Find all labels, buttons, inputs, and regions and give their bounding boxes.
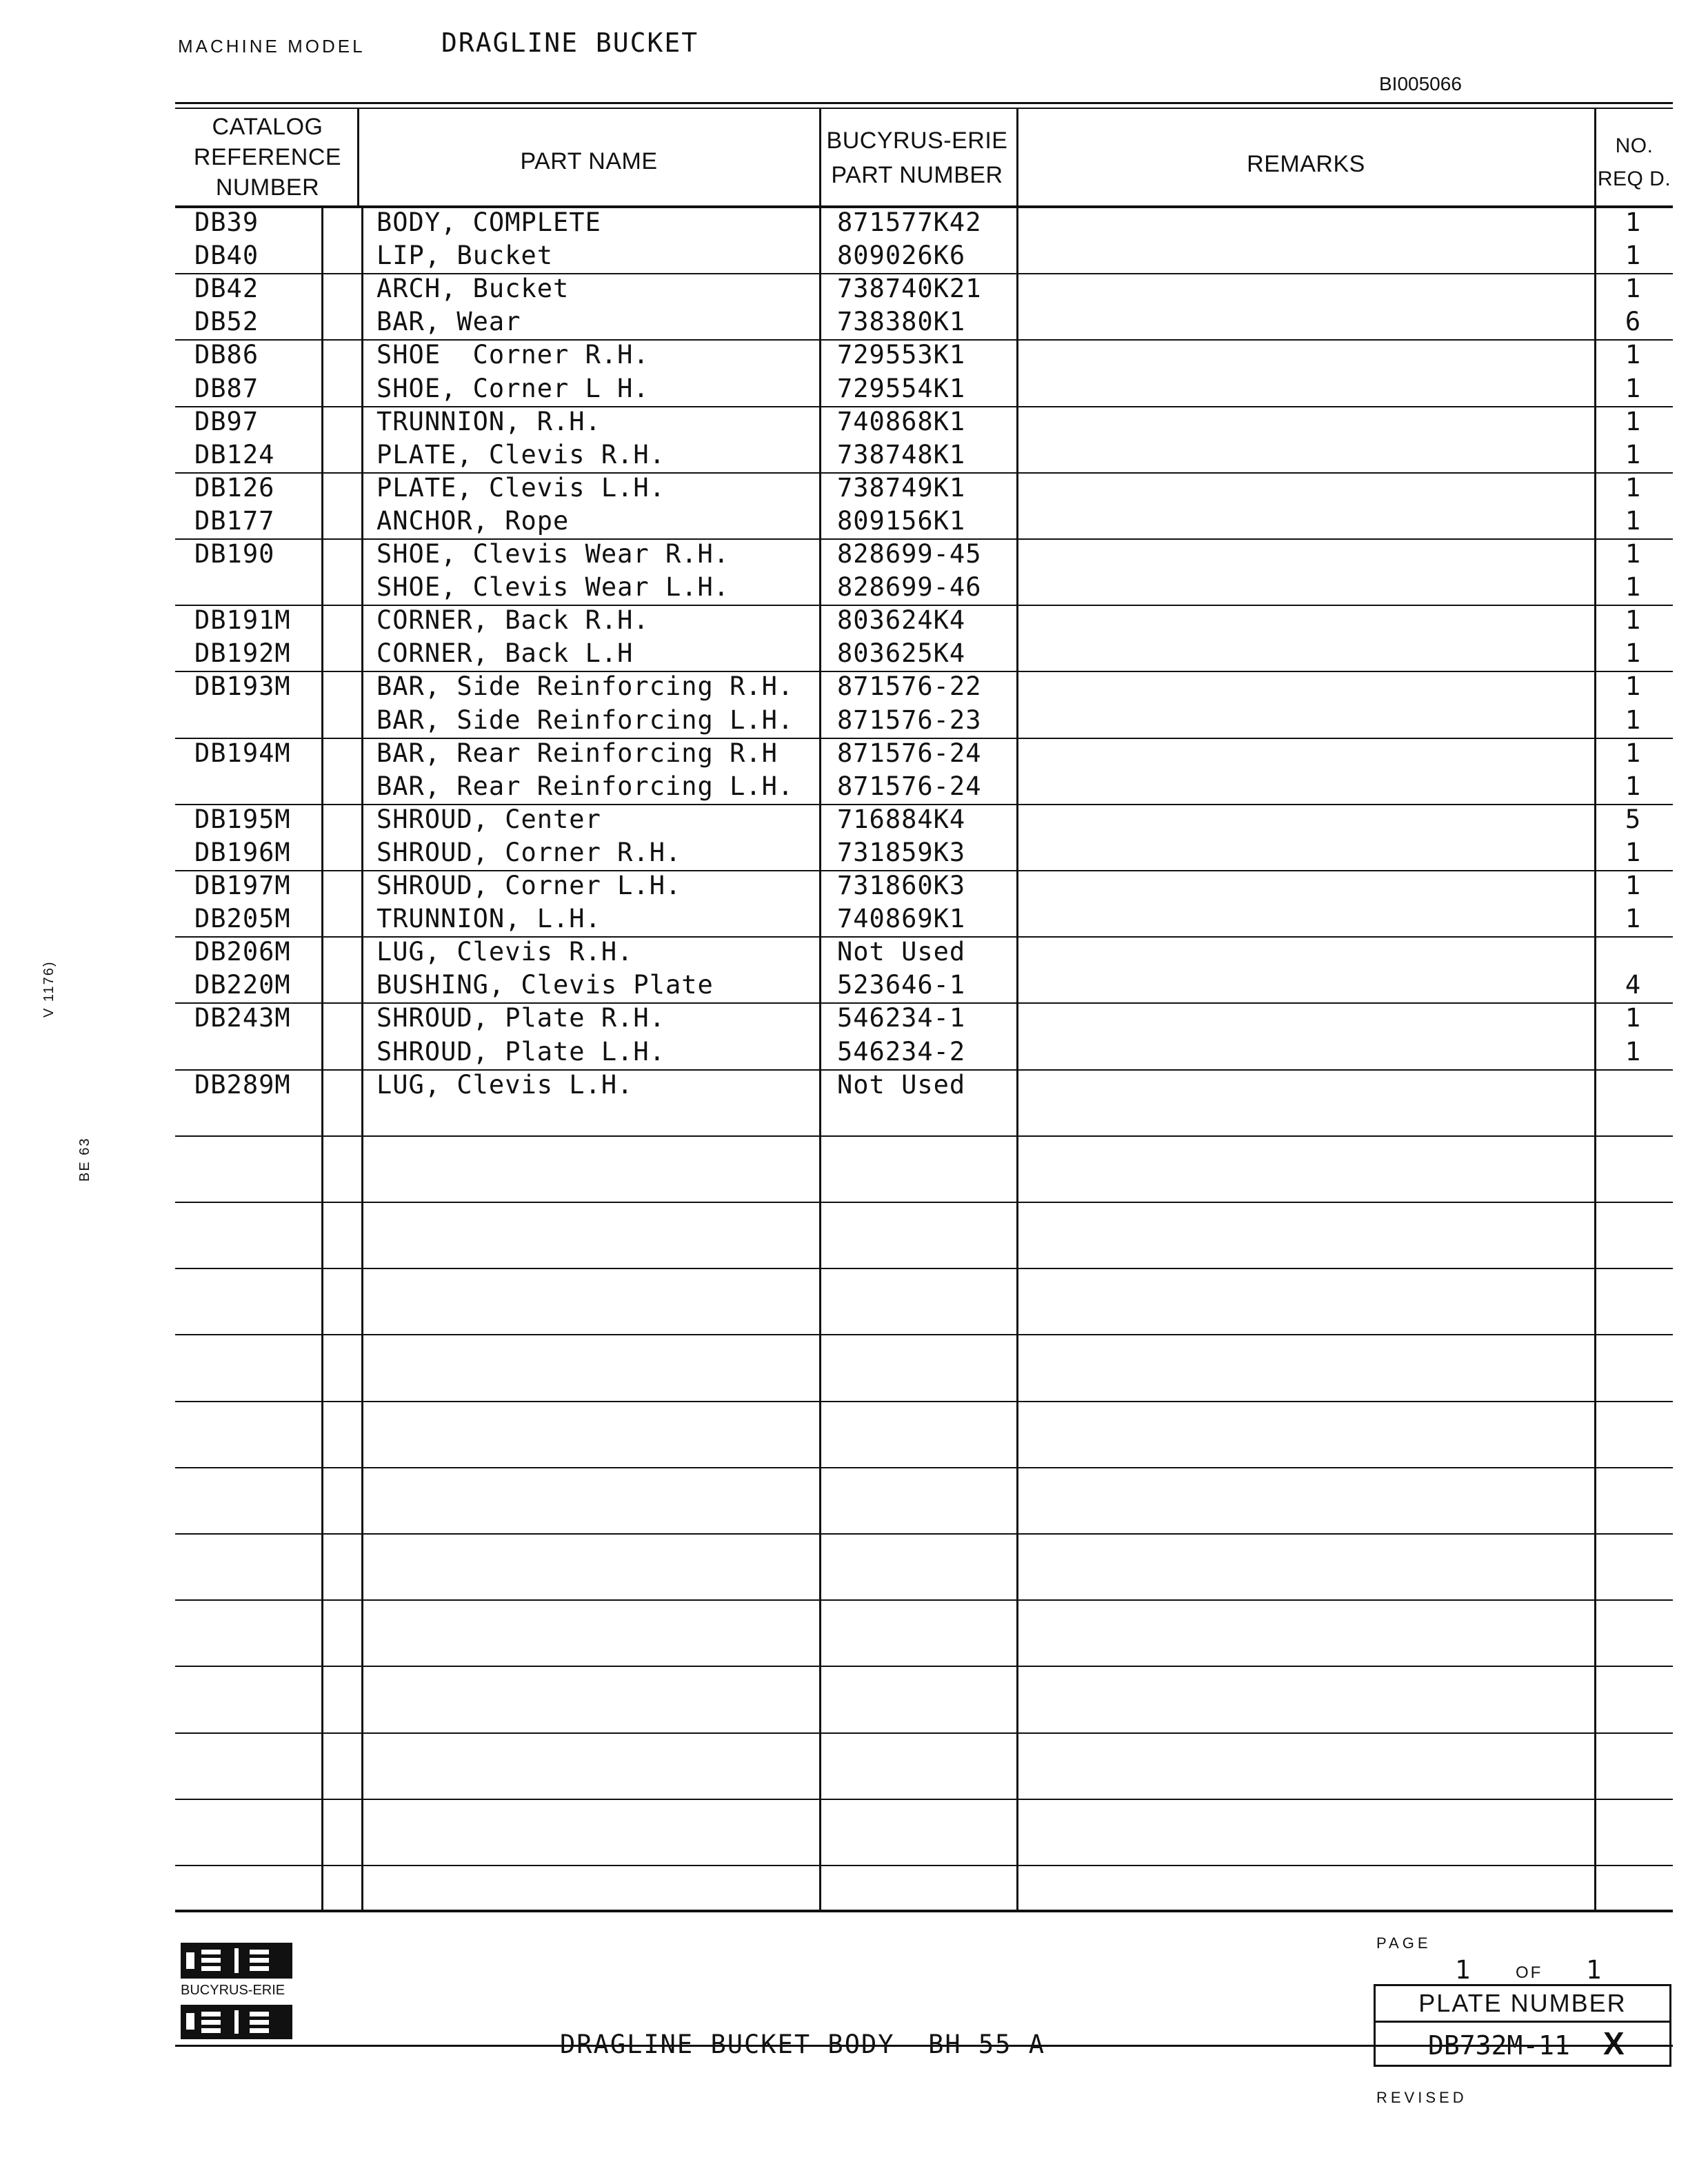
catalog-ref-cell: DB40 [194, 241, 259, 271]
catalog-ref-cell: DB196M [194, 837, 291, 867]
row-separator [175, 1865, 1673, 1866]
part-name-cell: ARCH, Bucket [376, 274, 570, 304]
table-top-border-inner [175, 108, 1673, 109]
margin-code-a: V 1176) [41, 960, 57, 1018]
catalog-ref-cell: DB289M [194, 1069, 291, 1100]
qty-cell: 1 [1625, 705, 1641, 735]
part-name-cell: SHOE Corner R.H. [376, 340, 650, 370]
catalog-ref-cell: DB197M [194, 871, 291, 900]
catalog-ref-cell: DB191M [194, 605, 291, 636]
part-name-cell: BAR, Rear Reinforcing R.H [376, 738, 778, 768]
row-separator [175, 1135, 1673, 1137]
qty-cell: 1 [1625, 572, 1641, 603]
part-name-cell: BAR, Side Reinforcing R.H. [376, 671, 794, 702]
revision-mark: X [1603, 2025, 1625, 2061]
part-name-cell: TRUNNION, L.H. [376, 904, 601, 934]
revised-label: REVISED [1376, 2089, 1467, 2106]
qty-cell: 1 [1625, 505, 1641, 536]
catalog-ref-cell: DB192M [194, 638, 291, 669]
part-name-cell: SHOE, Clevis Wear R.H. [376, 539, 730, 569]
part-name-cell: BODY, COMPLETE [376, 208, 601, 237]
col-divider-qty [1594, 109, 1596, 1911]
part-number-cell: 803625K4 [837, 638, 966, 669]
catalog-ref-cell: DB190 [194, 539, 275, 569]
catalog-ref-cell: DB193M [194, 671, 291, 702]
part-number-cell: 740869K1 [837, 904, 966, 934]
qty-cell: 1 [1625, 671, 1641, 702]
qty-cell: 1 [1625, 1036, 1641, 1066]
catalog-ref-cell: DB87 [194, 373, 259, 403]
row-separator [175, 1268, 1673, 1269]
part-name-cell: SHOE, Corner L H. [376, 373, 650, 403]
col-header-qty: NO. REQ D. [1597, 134, 1671, 190]
part-name-cell: LIP, Bucket [376, 241, 554, 271]
part-number-cell: 546234-2 [837, 1036, 966, 1066]
col-divider-bucyrus [819, 109, 821, 1911]
part-number-cell: 809156K1 [837, 505, 966, 536]
qty-cell: 1 [1625, 406, 1641, 436]
part-name-cell: SHROUD, Plate R.H. [376, 1003, 665, 1033]
catalog-ref-cell: DB206M [194, 937, 291, 967]
catalog-ref-cell: DB86 [194, 340, 259, 370]
qty-cell: 1 [1625, 472, 1641, 503]
col-header-catalog: CATALOG REFERENCE NUMBER [193, 114, 342, 201]
qty-cell: 1 [1625, 738, 1641, 768]
qty-cell: 1 [1625, 904, 1641, 934]
qty-cell: 6 [1625, 307, 1641, 337]
part-name-cell: SHOE, Clevis Wear L.H. [376, 572, 730, 603]
part-number-cell: 871577K42 [837, 208, 982, 237]
qty-cell: 1 [1625, 539, 1641, 569]
qty-cell: 1 [1625, 771, 1641, 801]
col-header-remarks: REMARKS [1247, 151, 1365, 177]
bucyrus-erie-logo-bottom [181, 2005, 292, 2042]
catalog-ref-cell: DB220M [194, 970, 291, 1000]
page-total: 1 [1586, 1955, 1602, 1985]
row-separator [175, 1467, 1673, 1468]
part-name-cell: TRUNNION, R.H. [376, 406, 601, 436]
part-number-cell: 731860K3 [837, 871, 966, 900]
row-separator [175, 1334, 1673, 1335]
part-number-cell: 546234-1 [837, 1003, 966, 1033]
part-number-cell: 738740K21 [837, 274, 982, 304]
qty-cell: 1 [1625, 837, 1641, 867]
part-number-cell: 871576-23 [837, 705, 982, 735]
part-name-cell: BAR, Rear Reinforcing L.H. [376, 771, 794, 801]
footer-title: DRAGLINE BUCKET-BODY BH-55-A [560, 2030, 1046, 2059]
catalog-ref-cell: DB124 [194, 439, 275, 469]
qty-cell: 1 [1625, 439, 1641, 469]
part-name-cell: CORNER, Back R.H. [376, 605, 650, 636]
row-separator [175, 1599, 1673, 1601]
part-number-cell: 809026K6 [837, 241, 966, 271]
machine-model-label: MACHINE MODEL [178, 36, 365, 57]
row-separator [175, 1202, 1673, 1203]
col-divider-remarks [1016, 109, 1018, 1911]
row-separator [175, 1666, 1673, 1667]
page-current: 1 [1455, 1955, 1471, 1985]
bucyrus-erie-logo-text: BUCYRUS-ERIE [181, 1983, 285, 1998]
bucyrus-erie-logo-top [181, 1943, 292, 1981]
page-of-label: OF [1516, 1963, 1543, 1982]
page-label: PAGE [1376, 1934, 1431, 1952]
qty-cell: 1 [1625, 605, 1641, 636]
part-number-cell: 738380K1 [837, 307, 966, 337]
qty-cell: 1 [1625, 241, 1641, 271]
row-separator [175, 1401, 1673, 1402]
catalog-ref-cell: DB194M [194, 738, 291, 768]
catalog-ref-cell: DB52 [194, 307, 259, 337]
part-number-cell: 731859K3 [837, 837, 966, 867]
part-number-cell: 828699-45 [837, 539, 982, 569]
part-number-cell: 871576-22 [837, 671, 982, 702]
catalog-ref-cell: DB42 [194, 274, 259, 304]
qty-cell: 1 [1625, 871, 1641, 900]
catalog-ref-cell: DB195M [194, 804, 291, 834]
row-separator [175, 1732, 1673, 1734]
catalog-ref-cell: DB97 [194, 406, 259, 436]
qty-cell: 1 [1625, 1003, 1641, 1033]
part-number-cell: 740868K1 [837, 406, 966, 436]
catalog-ref-cell: DB126 [194, 472, 275, 503]
col-header-bucyrus-part-number: BUCYRUS-ERIE PART NUMBER [826, 128, 1008, 188]
qty-cell: 4 [1625, 970, 1641, 1000]
part-number-cell: 729554K1 [837, 373, 966, 403]
part-name-cell: SHROUD, Corner L.H. [376, 871, 682, 900]
catalog-ref-cell: DB39 [194, 208, 259, 237]
table-top-border [175, 102, 1673, 104]
col-divider-catalog [357, 109, 359, 208]
part-name-cell: BUSHING, Clevis Plate [376, 970, 714, 1000]
part-number-cell: 523646-1 [837, 970, 966, 1000]
margin-code-b: BE 63 [77, 1137, 92, 1182]
qty-cell: 1 [1625, 638, 1641, 669]
part-number-cell: 716884K4 [837, 804, 966, 834]
part-name-cell: ANCHOR, Rope [376, 505, 570, 536]
part-number-cell: 803624K4 [837, 605, 966, 636]
part-number-cell: Not Used [837, 1069, 966, 1100]
catalog-ref-cell: DB177 [194, 505, 275, 536]
part-name-cell: SHROUD, Plate L.H. [376, 1036, 665, 1066]
row-separator [175, 1799, 1673, 1800]
part-number-cell: 729553K1 [837, 340, 966, 370]
machine-model-value: DRAGLINE BUCKET [441, 28, 699, 58]
part-name-cell: PLATE, Clevis L.H. [376, 472, 665, 503]
qty-cell: 1 [1625, 274, 1641, 304]
part-name-cell: BAR, Side Reinforcing L.H. [376, 705, 794, 735]
plate-number-box [1374, 1984, 1671, 2067]
part-name-cell: PLATE, Clevis R.H. [376, 439, 665, 469]
qty-cell: 1 [1625, 208, 1641, 237]
footer-top-border [175, 1910, 1673, 1912]
part-name-cell: SHROUD, Center [376, 804, 601, 834]
part-number-cell: 738748K1 [837, 439, 966, 469]
col-divider-part-name [361, 208, 363, 1911]
part-name-cell: LUG, Clevis R.H. [376, 937, 634, 967]
part-name-cell: BAR, Wear [376, 307, 521, 337]
plate-number-value: DB732M-11 [1428, 2030, 1570, 2061]
plate-number-label: PLATE NUMBER [1376, 1986, 1669, 2023]
catalog-ref-cell: DB205M [194, 904, 291, 934]
document-id: BI005066 [1379, 73, 1462, 94]
part-name-cell: LUG, Clevis L.H. [376, 1069, 634, 1100]
col-divider-ref-sub [321, 208, 323, 1911]
row-separator [175, 1533, 1673, 1535]
qty-cell: 1 [1625, 373, 1641, 403]
part-number-cell: 871576-24 [837, 738, 982, 768]
part-number-cell: 828699-46 [837, 572, 982, 603]
part-name-cell: CORNER, Back L.H [376, 638, 634, 669]
part-number-cell: Not Used [837, 937, 966, 967]
col-header-part-name: PART NAME [520, 148, 658, 174]
qty-cell: 5 [1625, 804, 1641, 834]
qty-cell: 1 [1625, 340, 1641, 370]
part-number-cell: 871576-24 [837, 771, 982, 801]
catalog-ref-cell: DB243M [194, 1003, 291, 1033]
part-number-cell: 738749K1 [837, 472, 966, 503]
part-name-cell: SHROUD, Corner R.H. [376, 837, 682, 867]
